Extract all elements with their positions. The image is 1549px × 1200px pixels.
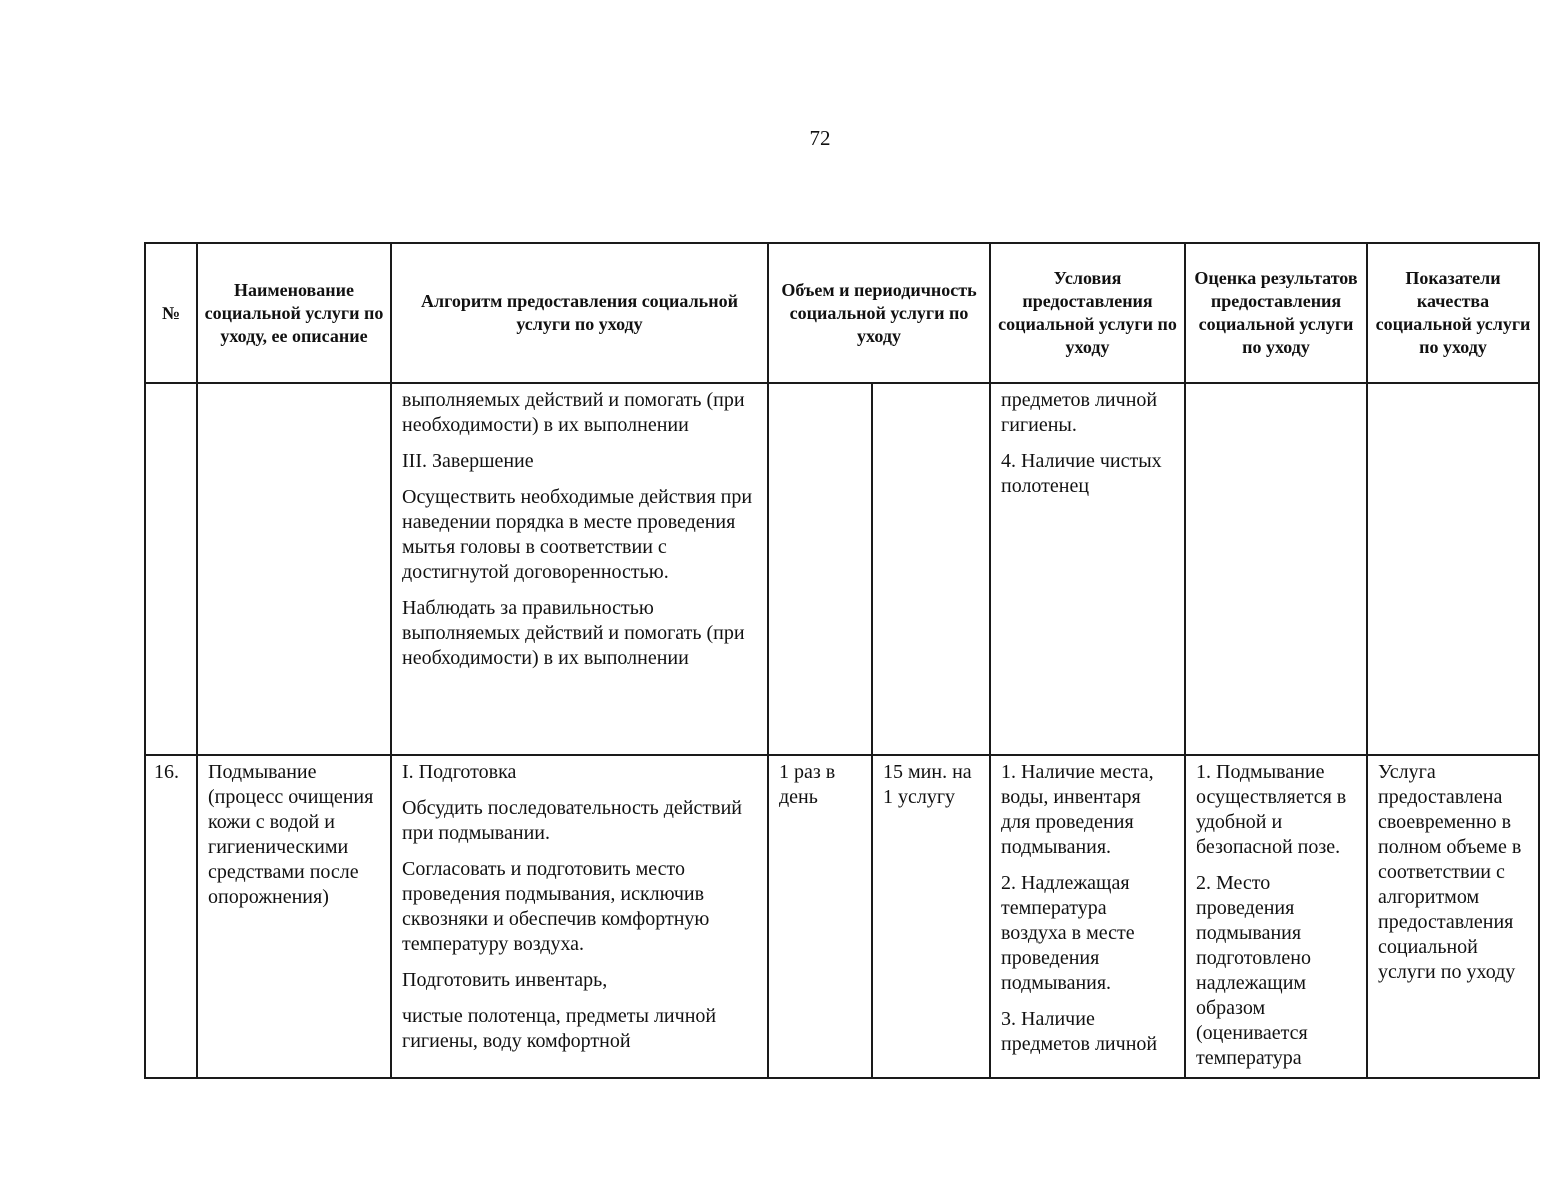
header-volume: Объем и периодичность социальной услуги по уходу	[768, 243, 990, 383]
header-quality: Показатели качества социальной услуги по уходу	[1367, 243, 1539, 383]
algorithm-paragraph: Согласовать и подготовить место проведения подмывания, исключив сквозняки и обеспечив комфортную температуру воздуха.	[402, 858, 710, 955]
conditions-paragraph: 4. Наличие чистых полотенец	[1001, 450, 1162, 497]
row2-duration	[872, 755, 990, 1078]
row2-number	[145, 755, 197, 1078]
algorithm-paragraph: I. Подготовка	[402, 761, 517, 783]
row2-name	[197, 755, 391, 1078]
quality-text: Услуга предоставлена своевременно в полном объеме в соответствии с алгоритмом предоставления социальной услуги по уходу	[1378, 761, 1522, 983]
table-row	[145, 383, 1539, 755]
row2-conditions	[990, 755, 1185, 1078]
row1-number	[145, 383, 197, 755]
header-evaluation: Оценка результатов предоставления социальной услуги по уходу	[1185, 243, 1367, 383]
conditions-paragraph: предметов личной гигиены.	[1001, 389, 1158, 436]
conditions-paragraph: 3. Наличие предметов личной	[1001, 1008, 1158, 1055]
row1-evaluation	[1185, 383, 1367, 755]
row1-conditions	[990, 383, 1185, 755]
services-table	[144, 242, 1540, 1079]
row1-frequency	[768, 383, 872, 755]
table-header-row	[145, 243, 1539, 383]
algorithm-paragraph: Подготовить инвентарь,	[402, 969, 608, 991]
table-row	[145, 755, 1539, 1078]
row-number-text: 16.	[154, 761, 179, 783]
algorithm-paragraph: выполняемых действий и помогать (при необходимости) в их выполнении	[402, 389, 745, 436]
evaluation-paragraph: 1. Подмывание осуществляется в удобной и безопасной позе.	[1196, 761, 1347, 858]
header-service-name: Наименование социальной услуги по уходу, ее описание	[197, 243, 391, 383]
algorithm-paragraph: Наблюдать за правильностью выполняемых действий и помогать (при необходимости) в их выполнении	[402, 597, 745, 669]
header-conditions: Условия предоставления социальной услуги по уходу	[990, 243, 1185, 383]
header-algorithm: Алгоритм предоставления социальной услуги по уходу	[391, 243, 768, 383]
algorithm-paragraph: III. Завершение	[402, 450, 534, 472]
row1-duration	[872, 383, 990, 755]
row2-algorithm	[391, 755, 768, 1078]
algorithm-paragraph: Осуществить необходимые действия при наведении порядка в месте проведения мытья головы в соответствии с достигнутой договоренностью.	[402, 486, 753, 583]
conditions-paragraph: 1. Наличие места, воды, инвентаря для проведения подмывания.	[1001, 761, 1154, 858]
duration-text: 15 мин. на 1 услугу	[883, 761, 972, 808]
evaluation-paragraph: 2. Место проведения подмывания подготовлено надлежащим образом (оценивается температура	[1196, 872, 1311, 1069]
row2-evaluation	[1185, 755, 1367, 1078]
algorithm-paragraph: Обсудить последовательность действий при подмывании.	[402, 797, 742, 844]
row1-algorithm	[391, 383, 768, 755]
service-name-text: Подмывание (процесс очищения кожи с водой и гигиеническими средствами после опорожнения)	[208, 761, 374, 908]
frequency-text: 1 раз в день	[779, 761, 836, 808]
row1-quality	[1367, 383, 1539, 755]
page-number: 72	[809, 126, 831, 150]
row1-name	[197, 383, 391, 755]
header-number: №	[145, 243, 197, 383]
conditions-paragraph: 2. Надлежащая температура воздуха в месте проведения подмывания.	[1001, 872, 1135, 994]
algorithm-paragraph: чистые полотенца, предметы личной гигиены, воду комфортной	[402, 1005, 717, 1052]
row2-frequency	[768, 755, 872, 1078]
row2-quality	[1367, 755, 1539, 1078]
